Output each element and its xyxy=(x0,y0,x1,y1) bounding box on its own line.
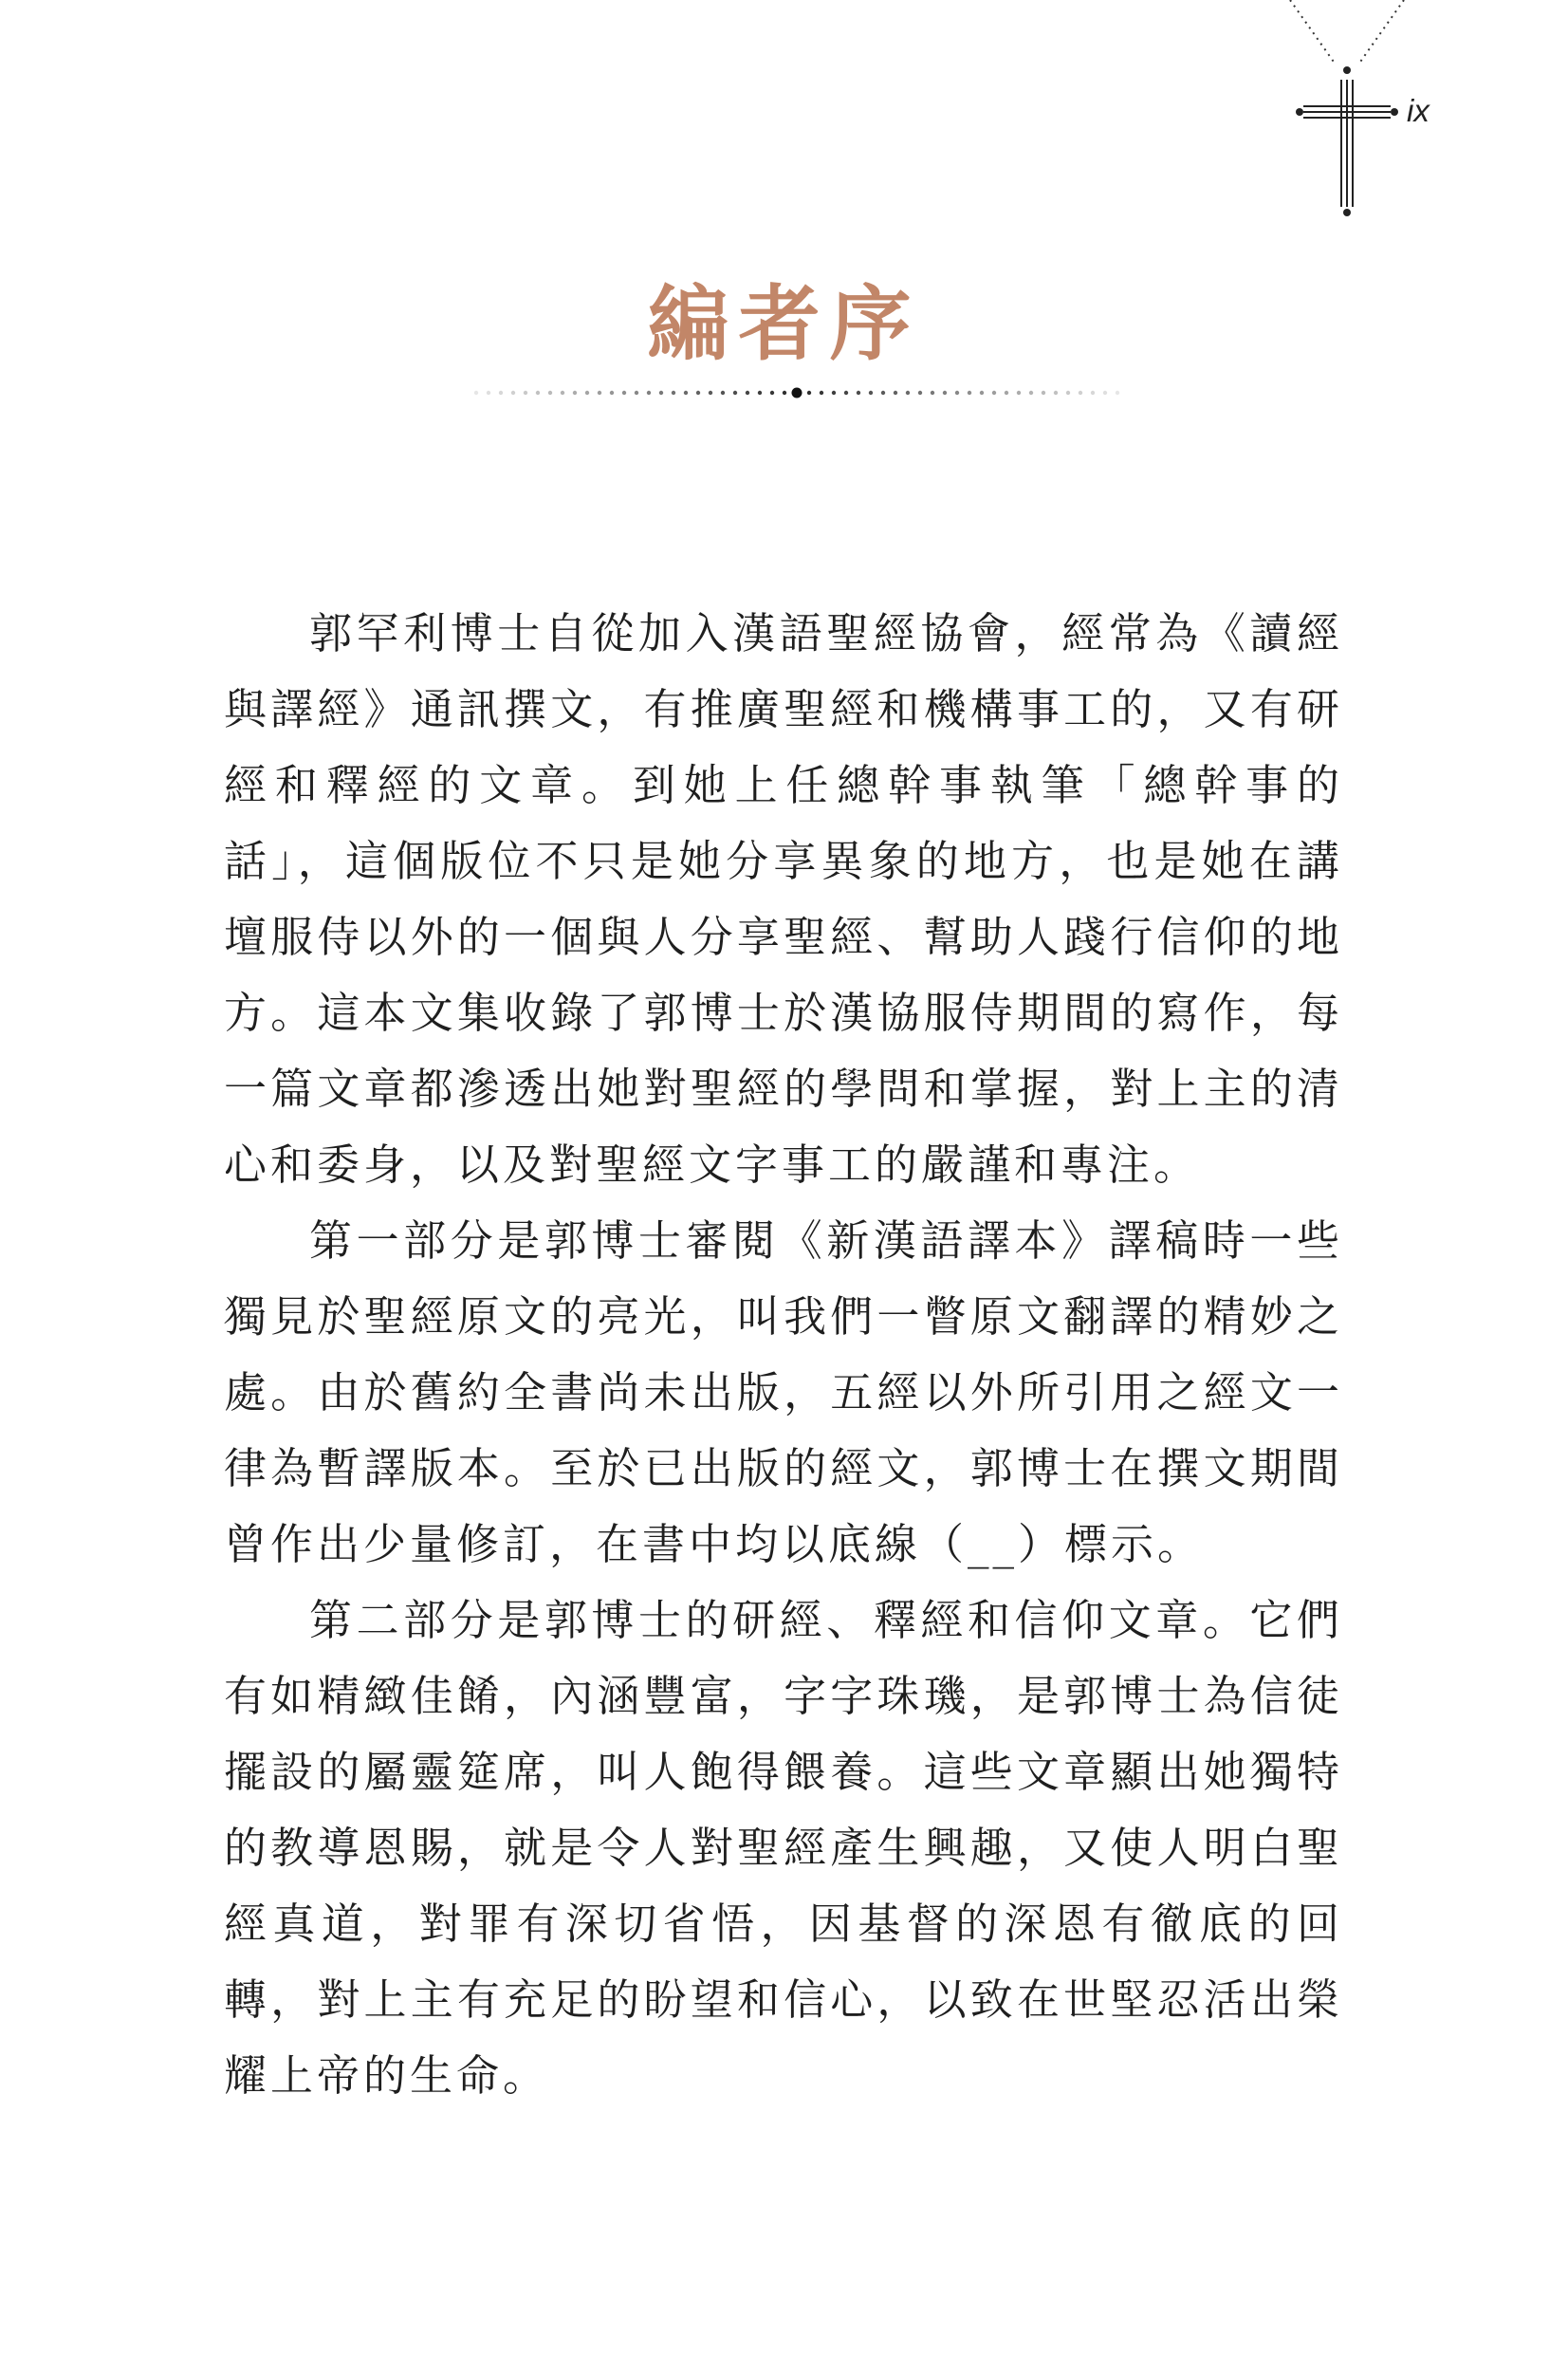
divider-dot xyxy=(857,391,860,395)
divider-dot xyxy=(684,391,688,395)
divider-dot xyxy=(487,391,490,395)
divider-dot xyxy=(820,391,823,395)
divider-dot xyxy=(511,391,515,395)
chapter-title: 編者序 xyxy=(647,276,921,372)
divider-dot xyxy=(992,391,996,395)
divider-dot xyxy=(894,391,897,395)
divider-dot xyxy=(499,391,503,395)
divider-dot xyxy=(844,391,848,395)
divider-dot xyxy=(968,391,971,395)
divider-dot xyxy=(1116,391,1119,395)
divider-dot xyxy=(474,391,478,395)
title-divider xyxy=(465,383,1129,402)
divider-dot xyxy=(1017,391,1021,395)
paragraph: 郭罕利博士自從加入漢語聖經協會，經常為《讀經與譯經》通訊撰文，有推廣聖經和機構事工的，又有研經和釋經的文章。到她上任總幹事執筆「總幹事的話」，這個版位不只是她分享異象的地方，也是她在講壇服侍以外的一個與人分享聖經、幫助人踐行信仰的地方。這本文集收錄了郭博士於漢協服侍期間的寫作，每一篇文章都滲透出她對聖經的學問和掌握，對上主的清心和委身，以及對聖經文字事工的嚴謹和專注。 xyxy=(224,608,1343,1190)
divider-dot xyxy=(783,391,786,395)
divider-dot xyxy=(536,391,540,395)
divider-dot xyxy=(906,391,910,395)
divider-dot xyxy=(869,391,873,395)
divider-dot xyxy=(931,391,934,395)
divider-dot xyxy=(955,391,959,395)
divider-dot xyxy=(1079,391,1082,395)
divider-dot xyxy=(770,391,774,395)
divider-center-dot xyxy=(792,388,802,398)
divider-dot xyxy=(622,391,626,395)
divider-dot xyxy=(585,391,589,395)
divider-dot xyxy=(524,391,527,395)
divider-dot xyxy=(573,391,577,395)
divider-dot xyxy=(659,391,663,395)
page-number: ix xyxy=(1407,93,1430,128)
divider-dot xyxy=(1066,391,1070,395)
divider-dot xyxy=(561,391,564,395)
divider-dot xyxy=(1029,391,1033,395)
divider-dot xyxy=(807,391,811,395)
divider-dot xyxy=(548,391,552,395)
divider-dot xyxy=(598,391,601,395)
divider-dot xyxy=(1054,391,1058,395)
paragraph: 第一部分是郭博士審閱《新漢語譯本》譯稿時一些獨見於聖經原文的亮光，叫我們一瞥原文翻譯的精妙之處。由於舊約全書尚未出版，五經以外所引用之經文一律為暫譯版本。至於已出版的經文，郭博士在撰文期間曾作出少量修訂，在書中均以底線（__）標示。 xyxy=(224,1215,1343,1569)
divider-dot xyxy=(980,391,984,395)
divider-dot xyxy=(696,391,700,395)
divider-dot xyxy=(746,391,749,395)
divider-dot xyxy=(733,391,737,395)
divider-dot xyxy=(672,391,675,395)
divider-dot xyxy=(647,391,651,395)
paragraph: 第二部分是郭博士的研經、釋經和信仰文章。它們有如精緻佳餚，內涵豐富，字字珠璣，是郭博士為信徒擺設的屬靈筵席，叫人飽得餵養。這些文章顯出她獨特的教導恩賜，就是令人對聖經產生興趣，又使人明白聖經真道，對罪有深切省悟，因基督的深恩有徹底的回轉，對上主有充足的盼望和信心，以致在世堅忍活出榮耀上帝的生命。 xyxy=(224,1595,1343,2101)
divider-dot xyxy=(1005,391,1008,395)
divider-dot xyxy=(709,391,712,395)
divider-dot xyxy=(635,391,638,395)
divider-dot xyxy=(832,391,836,395)
divider-dot xyxy=(1091,391,1095,395)
divider-dot xyxy=(943,391,947,395)
divider-dot xyxy=(881,391,885,395)
divider-dot xyxy=(721,391,725,395)
divider-dot xyxy=(1042,391,1045,395)
cross-ornament-icon xyxy=(1271,0,1423,228)
divider-dot xyxy=(758,391,762,395)
divider-dot xyxy=(610,391,614,395)
body-text xyxy=(224,596,1343,2114)
divider-dot xyxy=(918,391,922,395)
divider-dot xyxy=(1103,391,1107,395)
